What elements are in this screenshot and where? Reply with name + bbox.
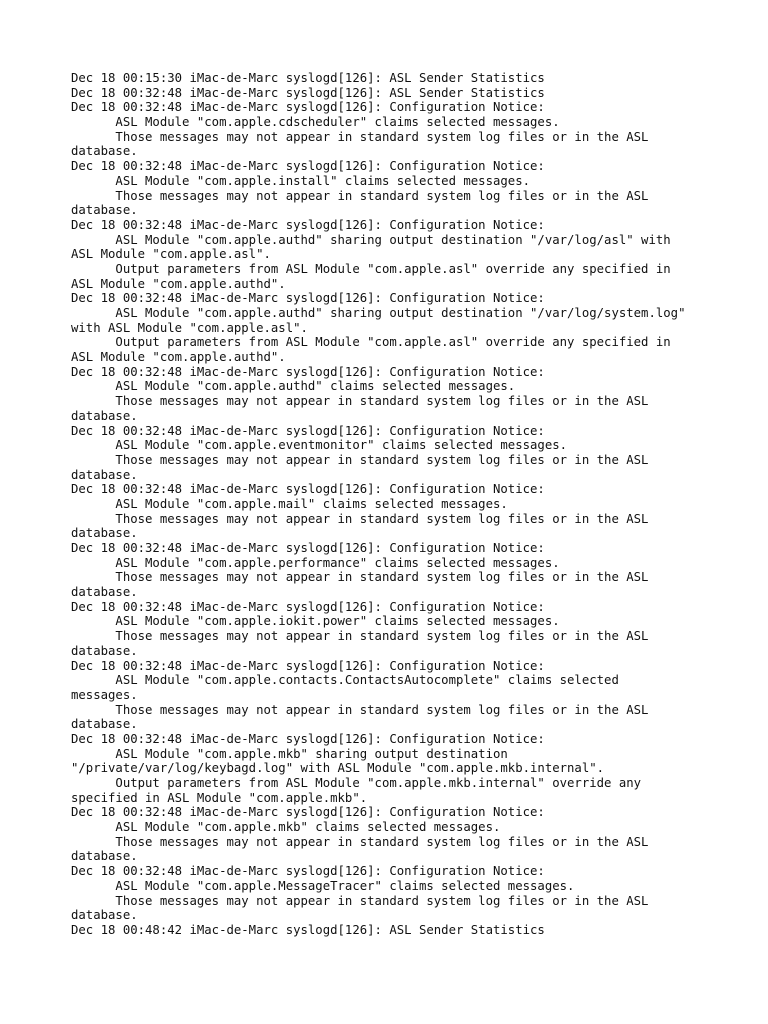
log-line: Output parameters from ASL Module "com.apple.asl" override any specified in [71,335,671,350]
log-line: ASL Module "com.apple.asl". [71,247,271,262]
log-line: ASL Module "com.apple.authd" sharing output destination "/var/log/asl" with [71,232,671,247]
log-line: Dec 18 00:32:48 iMac-de-Marc syslogd[126]: Configuration Notice: [71,100,545,115]
log-line: ASL Module "com.apple.mail" claims selected messages. [71,496,508,511]
log-line: Those messages may not appear in standard system log files or in the ASL [71,570,649,585]
log-line: Dec 18 00:48:42 iMac-de-Marc syslogd[126]: ASL Sender Statistics [71,922,545,937]
log-line: ASL Module "com.apple.iokit.power" claims selected messages. [71,614,560,629]
log-line: ASL Module "com.apple.mkb" sharing output destination [71,746,508,761]
log-line: Those messages may not appear in standard system log files or in the ASL [71,893,649,908]
log-line: database. [71,526,138,541]
log-line: ASL Module "com.apple.install" claims selected messages. [71,173,531,188]
log-line: ASL Module "com.apple.cdscheduler" claims selected messages. [71,115,560,130]
log-line: ASL Module "com.apple.MessageTracer" claims selected messages. [71,878,575,893]
log-line: specified in ASL Module "com.apple.mkb". [71,790,368,805]
log-line: Dec 18 00:32:48 iMac-de-Marc syslogd[126]: Configuration Notice: [71,658,545,673]
log-line: Dec 18 00:32:48 iMac-de-Marc syslogd[126]: Configuration Notice: [71,159,545,174]
log-line: Those messages may not appear in standard system log files or in the ASL [71,452,649,467]
log-line: database. [71,717,138,732]
log-line: database. [71,203,138,218]
log-line: Dec 18 00:32:48 iMac-de-Marc syslogd[126]: Configuration Notice: [71,217,545,232]
log-line: Those messages may not appear in standard system log files or in the ASL [71,129,649,144]
log-document [71,71,711,938]
log-line: Dec 18 00:32:48 iMac-de-Marc syslogd[126]: Configuration Notice: [71,541,545,555]
log-line: Those messages may not appear in standard system log files or in the ASL [71,702,649,717]
log-line: Output parameters from ASL Module "com.apple.asl" override any specified in [71,261,671,276]
log-line: Dec 18 00:32:48 iMac-de-Marc syslogd[126]: Configuration Notice: [71,805,545,820]
log-line: ASL Module "com.apple.authd" sharing output destination "/var/log/system.log" [71,306,686,320]
log-line: Dec 18 00:32:48 iMac-de-Marc syslogd[126]: Configuration Notice: [71,731,545,746]
log-line: Dec 18 00:32:48 iMac-de-Marc syslogd[126]: Configuration Notice: [71,864,545,879]
log-line: database. [71,585,138,600]
log-line: ASL Module "com.apple.authd". [71,276,286,291]
log-line: Those messages may not appear in standard system log files or in the ASL [71,188,649,203]
log-line: messages. [71,687,138,702]
log-line: Those messages may not appear in standard system log files or in the ASL [71,394,649,409]
log-line: Dec 18 00:32:48 iMac-de-Marc syslogd[126]: Configuration Notice: [71,291,545,306]
log-line: ASL Module "com.apple.mkb" claims selected messages. [71,820,501,835]
log-line: "/private/var/log/keybagd.log" with ASL Module "com.apple.mkb.internal". [71,761,605,776]
log-line: database. [71,908,138,923]
log-line: Output parameters from ASL Module "com.apple.mkb.internal" override any [71,776,642,790]
log-line: Those messages may not appear in standard system log files or in the ASL [71,834,649,849]
log-line: database. [71,467,138,482]
log-line: Those messages may not appear in standard system log files or in the ASL [71,629,649,644]
log-line: Dec 18 00:32:48 iMac-de-Marc syslogd[126]: ASL Sender Statistics [71,85,545,100]
log-line: ASL Module "com.apple.performance" claims selected messages. [71,555,560,570]
log-line: Dec 18 00:32:48 iMac-de-Marc syslogd[126]: Configuration Notice: [71,364,545,379]
log-line: ASL Module "com.apple.contacts.ContactsAutocomplete" claims selected [71,673,619,688]
log-line: database. [71,849,138,864]
log-line: Dec 18 00:32:48 iMac-de-Marc syslogd[126]: Configuration Notice: [71,423,545,438]
log-line: ASL Module "com.apple.authd" claims selected messages. [71,379,516,394]
log-line: Those messages may not appear in standard system log files or in the ASL [71,511,649,526]
log-line: database. [71,643,138,658]
log-line: Dec 18 00:15:30 iMac-de-Marc syslogd[126]: ASL Sender Statistics [71,71,545,85]
log-line: ASL Module "com.apple.authd". [71,350,286,365]
log-line: Dec 18 00:32:48 iMac-de-Marc syslogd[126]: Configuration Notice: [71,482,545,497]
log-line: database. [71,144,138,159]
log-line: database. [71,408,138,423]
log-line: with ASL Module "com.apple.asl". [71,320,308,335]
log-line: ASL Module "com.apple.eventmonitor" claims selected messages. [71,438,568,453]
log-line: Dec 18 00:32:48 iMac-de-Marc syslogd[126]: Configuration Notice: [71,599,545,614]
